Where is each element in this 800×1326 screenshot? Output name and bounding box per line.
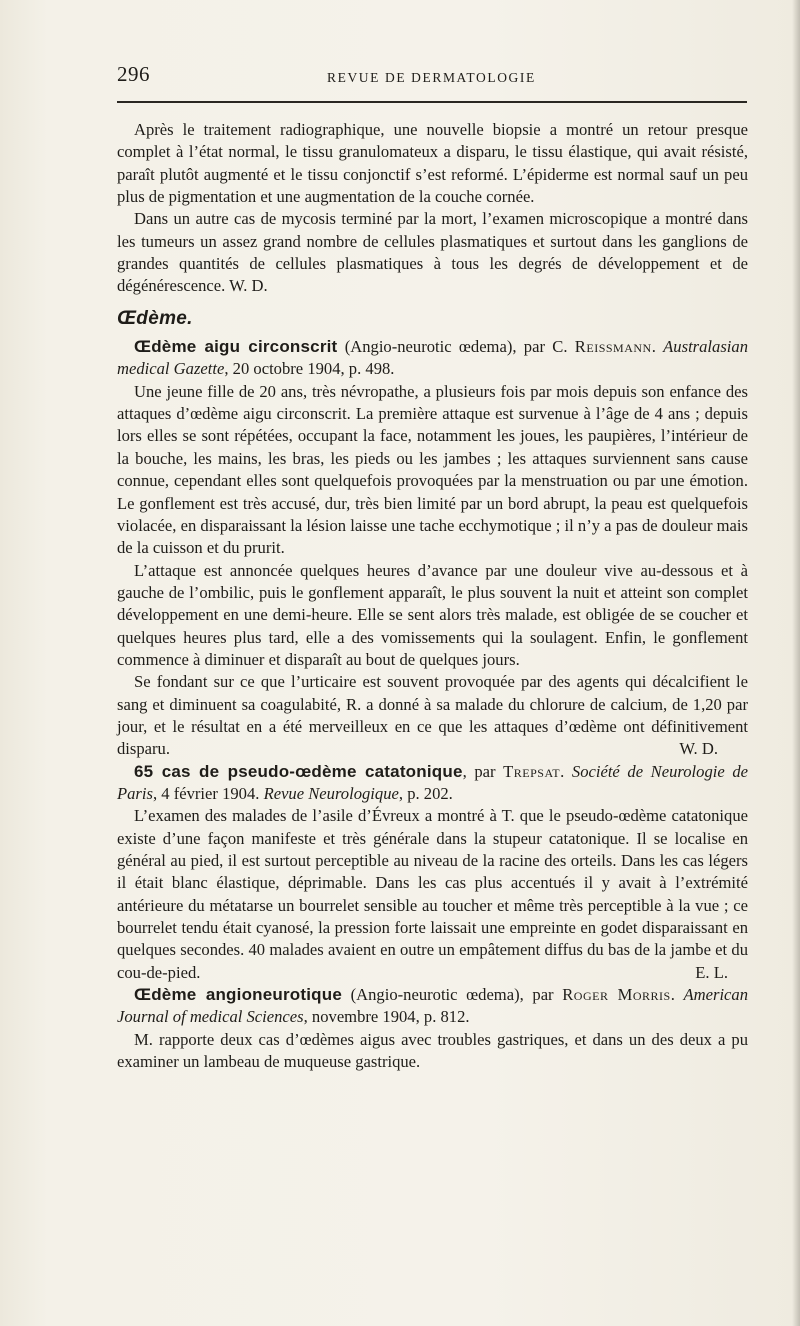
entry-3-author: Roger Morris <box>562 985 671 1005</box>
paragraph-4: L’attaque est annoncée quelques heures d’avance par une douleur vive au-dessous et à gauche de l’ombilic, puis le gonflement apparaît, le plus souvent la nuit et atteint son complet développement en une demi-heure. Elle se sent alors très malade, est obligée de se coucher et quelques heures plus tard, elle a des vomissements qui la soulagent. Enfin, le gonflement commence à diminuer et disparaît au bout de quelques jours. <box>117 560 748 669</box>
entry-1-ref-a: (Angio-neurotic œdema), par C. <box>337 337 575 357</box>
paragraph-7: M. rapporte deux cas d’œdèmes aigus avec troubles gastriques, et dans un des deux a pu examiner un lambeau de muqueuse gastrique. <box>117 1029 748 1072</box>
entry-3-ref-c: , novembre 1904, p. 812. <box>303 1007 470 1027</box>
paragraph-2-signature: W. D. <box>229 276 268 296</box>
entry-2-ref-d: , p. 202. <box>398 783 453 803</box>
entry-1-reference <box>117 336 748 381</box>
page-number: 296 <box>117 62 150 86</box>
entry-2-title: 65 cas de pseudo-œdème catatonique <box>134 761 463 781</box>
entry-3-journal: American Journal of medical Sciences <box>117 985 749 1027</box>
entry-1-journal: Australasian medical Gazette <box>117 337 748 379</box>
entry-2-ref-a: , par <box>462 761 504 781</box>
page-header <box>117 62 747 92</box>
entry-1-ref-b: . <box>651 337 664 357</box>
entry-3-title: Œdème angioneurotique <box>134 985 342 1005</box>
paragraph-2 <box>117 208 748 297</box>
paragraph-5 <box>117 671 748 760</box>
entry-1-ref-c: , 20 octobre 1904, p. 498. <box>224 359 395 379</box>
running-head: REVUE DE DERMATOLOGIE <box>327 70 536 85</box>
paragraph-6-text: L’examen des malades de l’asile d’Évreux a montré à T. que le pseudo-œdème catatonique existe d’une façon manifeste et très générale dans la stupeur catatonique. Il se localise en général au pied, il est surtout perceptible au niveau de la racine des orteils. Dans les cas légers il était blanc élastique, déprimable. Dans les cas plus accentués il y avait à l’extrémité antérieure du métatarse un bourrelet sensible au toucher et même très perceptible à la vue ; ce bourrelet tendu était cyanosé, la pression forte laissait une empreinte en godet disparaissant en quelques secondes. 40 malades avaient en outre un empâtement diffus du bas de la jambe et du cou-de-pied. <box>117 806 748 982</box>
entry-2-ref-c: , 4 février 1904. <box>152 783 264 803</box>
entry-2-journal: Société de Neurologie de Paris <box>117 761 748 803</box>
paragraph-6-signature: E. L. <box>695 962 728 982</box>
paragraph-2-text: Dans un autre cas de mycosis terminé par la mort, l’examen microscopique a montré dans les tumeurs un assez grand nombre de cellules plasmatiques et surtout dans les ganglions de grandes quantités de cellules plasmatiques à tous les degrés de développement et de dégénérescence. <box>117 209 748 296</box>
entry-3-reference <box>117 984 748 1029</box>
article-body <box>117 119 748 1073</box>
paragraph-3: Une jeune fille de 20 ans, très névropathe, a plusieurs fois par mois depuis son enfance des attaques d’œdème aigu circonscrit. La première attaque est survenue à l’âge de 4 ans ; depuis lors elles se sont répétées, occupant la face, notamment les joues, les paupières, l’intérieur de la bouche, les mains, les bras, les pieds ou les jambes ; les attaques surviennent sans cause connue, cependant elles sont quelquefois provoquées par la menstruation ou par une émotion. Le gonflement est très accusé, dur, très bien limité par un bord abrupt, la peau est quelquefois violacée, en disparaissant la lésion laisse une tache ecchymotique ; il n’y a pas de douleur mais de la cuisson et du prurit. <box>117 381 748 558</box>
paragraph-5-signature: W. D. <box>679 739 718 759</box>
entry-3-ref-a: (Angio-neurotic œdema), par <box>341 985 563 1005</box>
entry-3-ref-b: . <box>670 985 684 1005</box>
entry-1-title: Œdème aigu circonscrit <box>134 337 338 357</box>
paragraph-6 <box>117 805 748 984</box>
entry-2-ref-b: . <box>560 761 572 781</box>
paragraph-1: Après le traitement radiographique, une nouvelle biopsie a montré un retour presque complet à l’état normal, le tissu granulomateux a disparu, le tissu élastique, qui avait résisté, paraît plutôt augmenté et le tissu conjonctif s’est reformé. L’épiderme est normal sauf un peu plus de pigmentation et une augmentation de la couche cornée. <box>117 120 748 207</box>
entry-2-journal-2: Revue Neurologique <box>263 783 399 803</box>
header-rule <box>117 101 747 103</box>
entry-1-author: Reissmann <box>574 337 652 357</box>
entry-2-reference <box>117 761 748 806</box>
paragraph-5-text: Se fondant sur ce que l’urticaire est souvent provoquée par des agents qui décalcifient le sang et diminuent sa coagulabité, R. a donné à sa malade du chlorure de calcium, de 1,20 par jour, et le résultat en a été merveilleux en ce que les attaques d’œdème ont définitivement disparu. <box>117 672 748 759</box>
entry-2-author: Trepsat <box>503 761 561 781</box>
section-heading: Œdème. <box>117 307 193 329</box>
page-edge-shadow <box>792 0 800 1326</box>
